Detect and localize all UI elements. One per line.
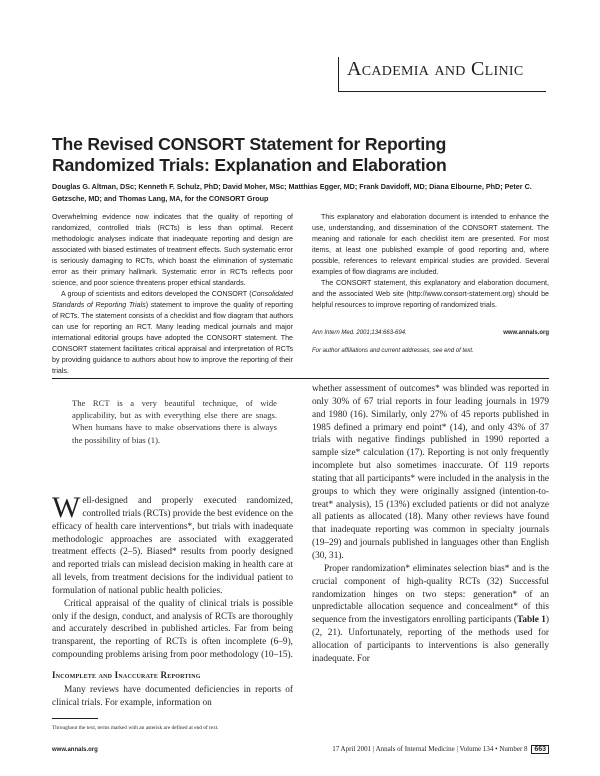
body-paragraph-5-start: Proper randomization* eliminates selection bias* and is the crucial component of high-quality RCTs (32) Successful randomization hinges on two steps: generation* of an unpredictable allocation sequence and concealment* of this sequence from the investigators enrolling participants ( [312, 563, 549, 626]
table-1-link[interactable]: Table 1 [517, 615, 546, 626]
affiliations-note: For author affiliations and current addresses, see end of text. [312, 348, 474, 354]
abstract-paragraph-3: This explanatory and elaboration document is intended to enhance the use, understanding, and dissemination of the CONSORT statement. The meaning and rationale for each checklist item are presented. For most items, at least one published example of good reporting and, where possible, references to relevant empirical studies are provided. Several examples of flow diagrams are included. [312, 213, 549, 276]
section-divider-horizontal [338, 91, 546, 92]
section-subheading: Incomplete and Inaccurate Reporting [52, 669, 201, 680]
footnote-divider [52, 718, 98, 719]
body-paragraph-5 [312, 563, 549, 666]
body-column-left [52, 491, 293, 710]
footer-number: Number 8 [499, 745, 528, 753]
footer-journal: Annals of Internal Medicine [375, 745, 455, 753]
page-number: 663 [531, 745, 549, 754]
abstract-paragraph-4: The CONSORT statement, this explanatory and elaboration document, and the associated Web site (http://www.consort-statement.org) should be helpful resources to improve reporting of randomized trials. [312, 279, 549, 309]
footer-volume: Volume 134 [459, 745, 494, 753]
abstract-paragraph-2-start: A group of scientists and editors developed the CONSORT ( [61, 290, 252, 298]
abstract-divider [52, 378, 549, 379]
article-title: The Revised CONSORT Statement for Reporting Randomized Trials: Explanation and Elaboration [52, 134, 447, 175]
consort-expansion: Consolidated Standards of Reporting Trials [52, 290, 293, 309]
body-column-right [312, 383, 549, 666]
section-divider-vertical [338, 57, 339, 91]
abstract-paragraph-1: Overwhelming evidence now indicates that the quality of reporting of randomized, controlled trials (RCTs) is less than optimal. Recent methodologic analyses indicate that inadequate reporting and design are associated with biased estimates of treatment effects. Such systematic error is seriously damaging to RCTs, which boast the elimination of systematic error as their primary hallmark. Systematic error in RCTs reflects poor science, and poor science threatens proper ethical standards. [52, 213, 293, 287]
footer-url-link[interactable]: www.annals.org [52, 747, 98, 753]
epigraph: The RCT is a very beautiful technique, of wide applicability, but as with everything else there are snags. When humans have to make observations there is always the possibility of bias (1). [72, 398, 277, 445]
footer-date: 17 April 2001 [332, 745, 372, 753]
author-list: Douglas G. Altman, DSc; Kenneth F. Schulz, PhD; David Moher, MSc; Matthias Egger, MD; Frank Davidoff, MD; Diana Elbourne, PhD; Peter C. Gøtzsche, MD; and Thomas Lang, MA, for the CONSORT Group [52, 182, 532, 203]
abstract-column-left [52, 212, 293, 377]
abstract-paragraph-2 [52, 289, 293, 377]
body-paragraph-5-end: ) (2, 21). Unfortunately, reporting of the methods used for allocation of participants to interventions is also generally inadequate. For [312, 615, 549, 664]
footer-citation: 17 April 2001 | Annals of Internal Medicine | Volume 134 • Number 8 663 [332, 745, 549, 753]
body-paragraph-1-text: ell-designed and properly executed randomized, controlled trials (RCTs) provide the best evidence on the efficacy of health care interventions*, but trials with inadequate methodologic approaches are associated with exaggerated treatment effects (2–5). Biased* results from poorly designed and reported trials can mislead decision making in health care at all levels, from treatment decisions for the individual patient to formulation of national public health policies. [52, 496, 293, 596]
abstract-column-right [312, 212, 549, 311]
abstract-paragraph-2-end: ) statement to improve the quality of reporting of RCTs. The statement consists of a checklist and flow diagram that authors can use for reporting an RCT. Many leading medical journals and major international editorial groups have adopted the CONSORT statement. The CONSORT statement facilitates critical appraisal and interpretation of RCTs by providing guidance to authors about how to improve the reporting of their trials. [52, 301, 293, 375]
body-paragraph-1 [52, 491, 293, 598]
section-label: Academia and Clinic [347, 58, 524, 80]
body-paragraph-4: whether assessment of outcomes* was blinded was reported in only 30% of 67 trial reports in four leading journals in 1979 and 1980 (16). Similarly, only 27% of 45 reports published in 1985 defined a primary end point* (14), and only 43% of 37 trials with negative findings published in 1990 reported a sample size* calculation (17). Reporting is not only frequently incomplete but also sometimes inaccurate. Of 119 reports stating that all participants* were included in the analysis in the groups to which they were originally assigned (intention-to-treat* analysis), 15 (13%) excluded patients or did not analyze all patients as allocated (18). Many other reviews have found that inadequate reporting was common in specialty journals (19–29) and journals published in languages other than English (30, 31). [312, 384, 549, 561]
footnote: Throughout the text, terms marked with an asterisk are defined at end of text. [52, 725, 219, 731]
drop-cap: W [52, 491, 81, 524]
body-paragraph-2: Critical appraisal of the quality of clinical trials is possible only if the design, conduct, and analysis of RCTs are thoroughly and accurately described in published articles. Far from being transparent, the reporting of RCTs is often incomplete (6–9), compounding problems arising from poor methodology (10–15). [52, 598, 293, 661]
journal-url-link[interactable]: www.annals.org [503, 330, 549, 336]
body-paragraph-3: Many reviews have documented deficiencies in reports of clinical trials. For example, information on [52, 684, 293, 708]
citation: Ann Intern Med. 2001;134:663-694. [312, 330, 407, 336]
